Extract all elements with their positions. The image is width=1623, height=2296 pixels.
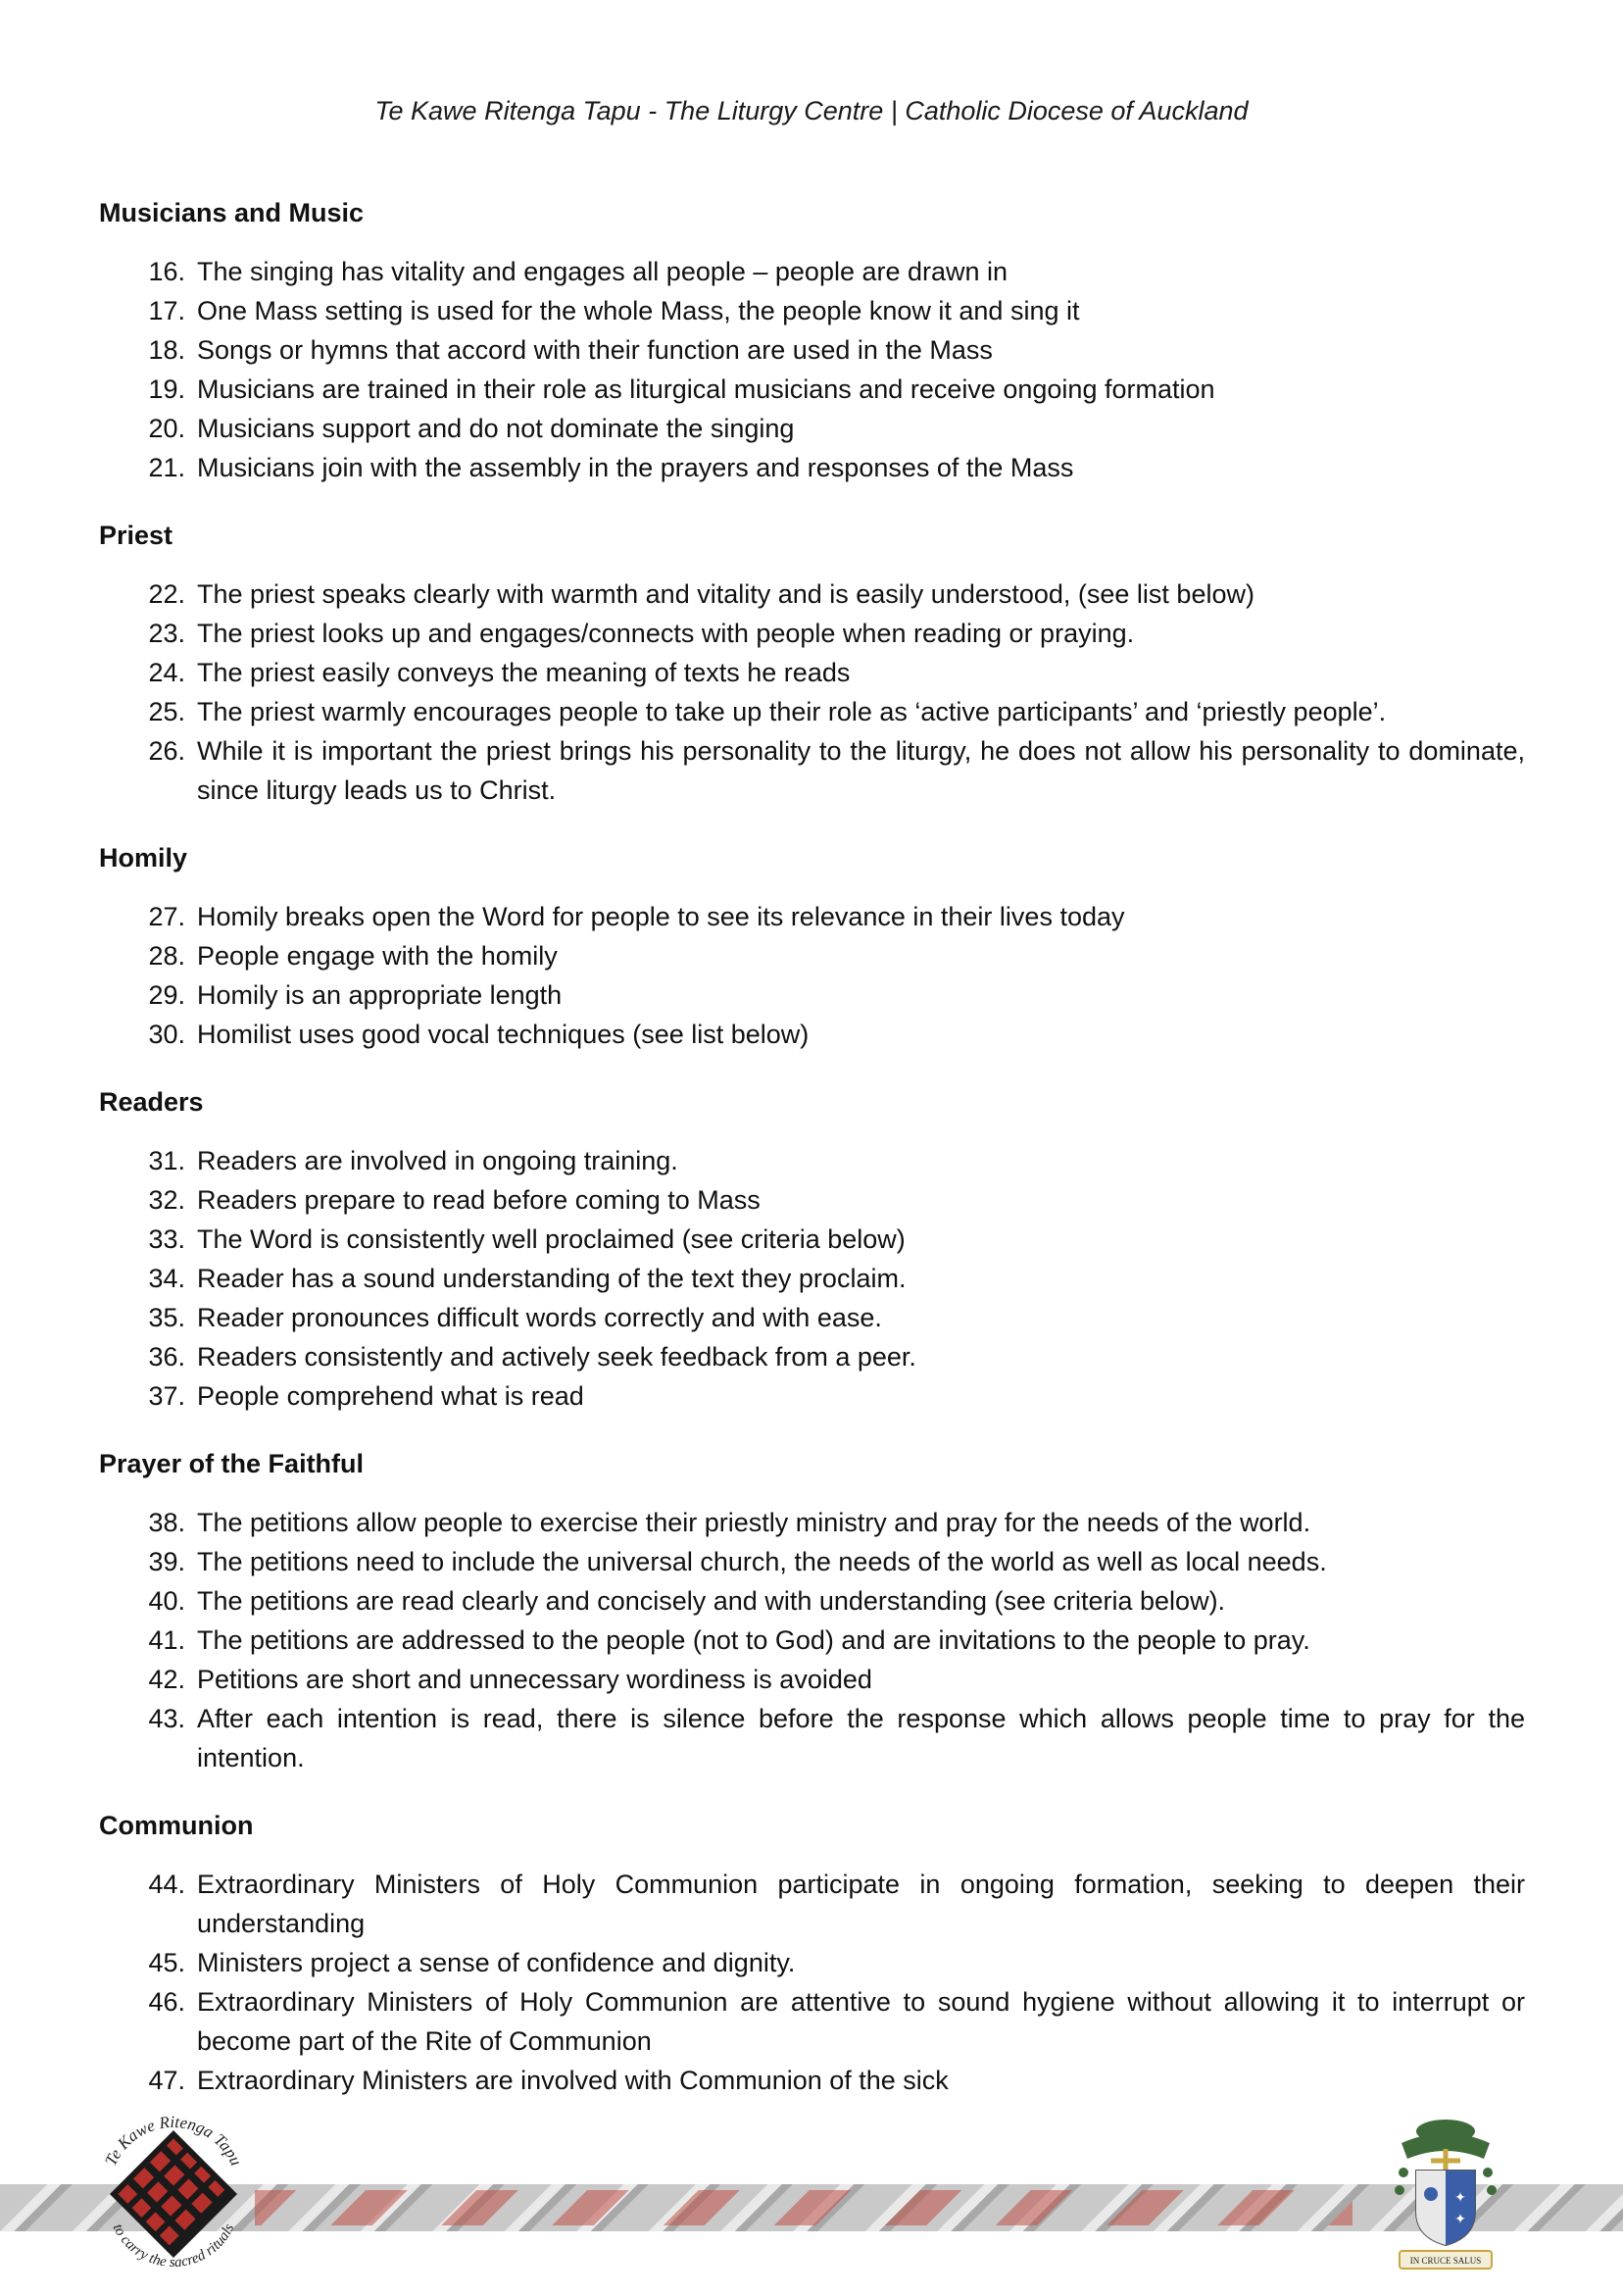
item-text: Musicians are trained in their role as liturgical musicians and receive ongoing formation	[197, 374, 1215, 404]
section-heading: Communion	[99, 1811, 254, 1840]
list-item	[99, 731, 1525, 810]
item-number: 30.	[148, 1020, 185, 1049]
item-text: Homily breaks open the Word for people to see its relevance in their lives today	[197, 902, 1125, 931]
item-text: After each intention is read, there is silence before the response which allows people time to pray for the intention.	[197, 1704, 1525, 1772]
item-text: Musicians join with the assembly in the prayers and responses of the Mass	[197, 453, 1074, 482]
numbered-list	[99, 1141, 1525, 1416]
section	[99, 839, 1525, 1054]
item-number: 46.	[148, 1987, 185, 2017]
item-number: 39.	[148, 1547, 185, 1576]
item-number: 36.	[148, 1342, 185, 1372]
list-item	[99, 1865, 1525, 1943]
list-item	[99, 1581, 1525, 1621]
section-heading: Musicians and Music	[99, 198, 365, 227]
liturgy-centre-logo	[90, 2108, 257, 2274]
item-number: 17.	[148, 296, 185, 325]
item-number: 18.	[148, 335, 185, 365]
item-text: The petitions are addressed to the people (not to God) and are invitations to the people to pray.	[197, 1625, 1310, 1655]
numbered-list	[99, 1503, 1525, 1777]
item-text: The Word is consistently well proclaimed (see criteria below)	[197, 1224, 906, 1254]
section-heading: Homily	[99, 843, 188, 873]
list-item	[99, 1180, 1525, 1220]
item-number: 29.	[148, 980, 185, 1010]
list-item	[99, 614, 1525, 653]
item-text: Songs or hymns that accord with their function are used in the Mass	[197, 335, 993, 365]
numbered-list	[99, 252, 1525, 487]
numbered-list	[99, 1865, 1525, 2100]
list-item	[99, 692, 1525, 731]
item-text: Musicians support and do not dominate the singing	[197, 414, 795, 443]
logo-bottom-text: to carry the sacred rituals	[109, 2221, 238, 2271]
item-text: Readers prepare to read before coming to Mass	[197, 1185, 761, 1215]
item-text: The priest easily conveys the meaning of texts he reads	[197, 658, 851, 687]
item-text: The priest warmly encourages people to take up their role as ‘active participants’ and ‘priestly people’.	[197, 697, 1387, 726]
list-item	[99, 1503, 1525, 1542]
item-number: 44.	[148, 1870, 185, 1899]
list-item	[99, 1259, 1525, 1298]
item-text: Extraordinary Ministers of Holy Communion are attentive to sound hygiene without allowing it to interrupt or become part of the Rite of Communion	[197, 1987, 1525, 2056]
item-number: 23.	[148, 619, 185, 648]
item-number: 16.	[148, 257, 185, 286]
item-number: 33.	[148, 1224, 185, 1254]
svg-text:✦: ✦	[1454, 2190, 1466, 2206]
item-text: Homily is an appropriate length	[197, 980, 563, 1010]
list-item	[99, 2061, 1525, 2100]
list-item	[99, 448, 1525, 487]
section-heading: Readers	[99, 1087, 204, 1117]
item-number: 27.	[148, 902, 185, 931]
item-number: 19.	[148, 374, 185, 404]
item-text: Homilist uses good vocal techniques (see list below)	[197, 1020, 810, 1049]
item-number: 40.	[148, 1586, 185, 1616]
item-number: 24.	[148, 658, 185, 687]
item-text: One Mass setting is used for the whole Mass, the people know it and sing it	[197, 296, 1080, 325]
list-item	[99, 1621, 1525, 1660]
crest-motto: IN CRUCE SALUS	[1409, 2256, 1482, 2266]
item-text: People engage with the homily	[197, 941, 558, 971]
main-content	[99, 194, 1525, 2129]
svg-text:✦: ✦	[1454, 2212, 1466, 2227]
item-text: Extraordinary Ministers of Holy Communion participate in ongoing formation, seeking to deepen their understanding	[197, 1870, 1525, 1938]
section	[99, 517, 1525, 810]
item-number: 35.	[148, 1303, 185, 1332]
item-text: Petitions are short and unnecessary wordiness is avoided	[197, 1665, 872, 1694]
item-number: 37.	[148, 1381, 185, 1411]
section-heading: Prayer of the Faithful	[99, 1449, 365, 1478]
item-text: People comprehend what is read	[197, 1381, 584, 1411]
list-item	[99, 936, 1525, 975]
list-item	[99, 1298, 1525, 1337]
list-item	[99, 897, 1525, 936]
section	[99, 1807, 1525, 2100]
item-number: 21.	[148, 453, 185, 482]
list-item	[99, 1337, 1525, 1376]
page-header: Te Kawe Ritenga Tapu - The Liturgy Centre | Catholic Diocese of Auckland	[374, 96, 1249, 125]
list-item	[99, 330, 1525, 370]
list-item	[99, 1015, 1525, 1054]
list-item	[99, 1982, 1525, 2061]
item-number: 32.	[148, 1185, 185, 1215]
section	[99, 1083, 1525, 1416]
item-number: 26.	[148, 736, 185, 766]
list-item	[99, 1943, 1525, 1982]
list-item	[99, 1220, 1525, 1259]
item-number: 47.	[148, 2066, 185, 2095]
item-text: The petitions allow people to exercise their priestly ministry and pray for the needs of the world.	[197, 1508, 1311, 1537]
list-item	[99, 653, 1525, 692]
list-item	[99, 370, 1525, 409]
item-text: Readers are involved in ongoing training.	[197, 1146, 678, 1175]
item-text: The priest looks up and engages/connects with people when reading or praying.	[197, 619, 1135, 648]
item-number: 38.	[148, 1508, 185, 1537]
item-number: 34.	[148, 1264, 185, 1293]
item-text: Readers consistently and actively seek feedback from a peer.	[197, 1342, 916, 1372]
item-text: Reader pronounces difficult words correctly and with ease.	[197, 1303, 882, 1332]
diocese-crest	[1382, 2114, 1509, 2275]
item-text: The priest speaks clearly with warmth and vitality and is easily understood, (see list below)	[197, 579, 1254, 609]
item-text: The singing has vitality and engages all people – people are drawn in	[197, 257, 1008, 286]
list-item	[99, 1699, 1525, 1777]
list-item	[99, 291, 1525, 330]
list-item	[99, 252, 1525, 291]
numbered-list	[99, 574, 1525, 810]
item-number: 41.	[148, 1625, 185, 1655]
item-number: 31.	[148, 1146, 185, 1175]
item-text: The petitions are read clearly and concisely and with understanding (see criteria below).	[197, 1586, 1226, 1616]
item-text: Reader has a sound understanding of the text they proclaim.	[197, 1264, 907, 1293]
section	[99, 1445, 1525, 1777]
item-text: While it is important the priest brings his personality to the liturgy, he does not allow his personality to dominate, since liturgy leads us to Christ.	[197, 736, 1525, 805]
numbered-list	[99, 897, 1525, 1054]
list-item	[99, 1141, 1525, 1180]
list-item	[99, 409, 1525, 448]
list-item	[99, 574, 1525, 614]
item-number: 45.	[148, 1948, 185, 1977]
item-number: 25.	[148, 697, 185, 726]
item-number: 20.	[148, 414, 185, 443]
item-text: Extraordinary Ministers are involved with Communion of the sick	[197, 2066, 949, 2095]
item-number: 43.	[148, 1704, 185, 1733]
list-item	[99, 975, 1525, 1015]
list-item	[99, 1542, 1525, 1581]
section-heading: Priest	[99, 521, 173, 550]
list-item	[99, 1660, 1525, 1699]
logo-top-text: Te Kawe Ritenga Tapu	[101, 2112, 246, 2170]
item-number: 42.	[148, 1665, 185, 1694]
item-number: 22.	[148, 579, 185, 609]
list-item	[99, 1376, 1525, 1416]
item-text: Ministers project a sense of confidence and dignity.	[197, 1948, 796, 1977]
item-number: 28.	[148, 941, 185, 971]
item-text: The petitions need to include the universal church, the needs of the world as well as local needs.	[197, 1547, 1327, 1576]
section	[99, 194, 1525, 487]
